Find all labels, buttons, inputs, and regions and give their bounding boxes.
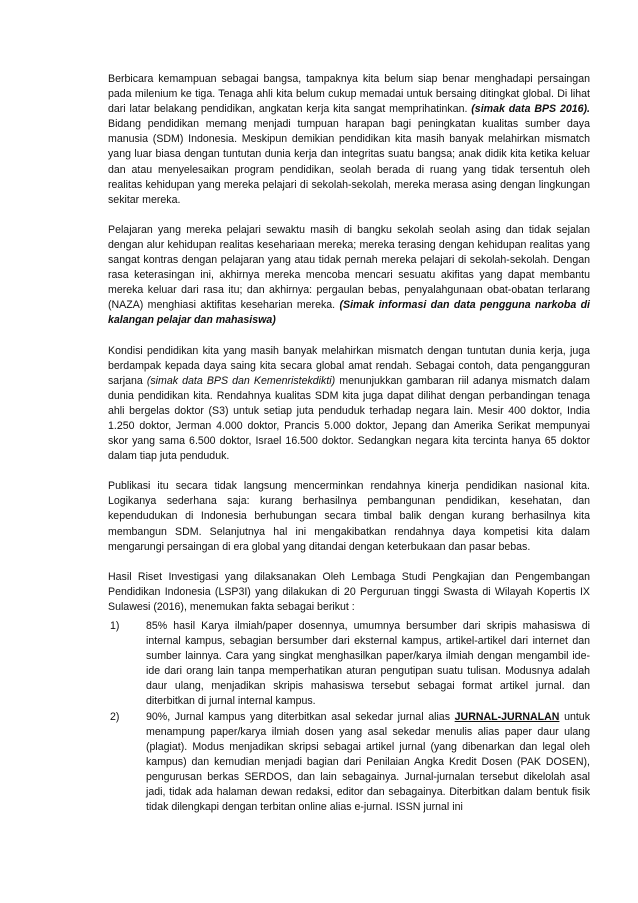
document-page <box>108 72 590 815</box>
narcotics-data-note: (Simak informasi dan data pengguna narkoba di kalangan pelajar dan mahasiswa) <box>108 299 591 327</box>
jurnal-jurnalan-emphasis: JURNAL-JURNALAN <box>454 710 560 723</box>
findings-list <box>108 619 590 815</box>
text-run: Bidang pendidikan memang menjadi tumpuan harapan bagi peningkatan kualitas sumber daya manusia (SDM) Indonesia. Meskipun demikian pendidikan kita masih banyak melahirkan mismatch yang luar biasa dengan tuntutan dunia kerja dan integritas suatu bangsa; anak didik kita ketika keluar dan atau menyelesaikan program pendidikan, seolah berada di ruang yang tidak tersentuh oleh realitas kehidupan yang mereka pelajari di sekolah-sekolah, mereka merasa asing dengan lingkungan sekitar mereka. <box>108 118 590 206</box>
list-item <box>108 619 590 710</box>
bps-data-note: (simak data BPS 2016). <box>471 103 591 116</box>
text-run: Kondisi pendidikan kita yang masih banyak melahirkan mismatch dengan tuntutan dunia kerja, juga berdampak kepada daya saing kita secara global amat rendah. Sebagai contoh, data pengangguran sarjana <box>108 344 590 387</box>
paragraph-competitiveness <box>108 72 590 208</box>
text-run: untuk menampung paper/karya ilmiah dosen yang asal sekedar menulis alias paper daur ulang (plagiat). Modus menjadikan skripsi sebagai artikel jurnal (yang dibenarkan dan legal oleh kampus) dan kemudian menjadi bagian dari Penilaian Angka Kredit Dosen (PAK DOSEN), pengurusan berkas SERDOS, dan lain sebagainya. Jurnal-jurnalan tersebut dikelolah asal jadi, tidak ada halaman dewan redaksi, editor dan sebagainya. Diterbitkan dalam bentuk fisik tidak dilengkapi dengan terbitan online alias e-jurnal. ISSN jurnal ini <box>146 710 590 814</box>
text-run: Publikasi itu secara tidak langsung mencerminkan rendahnya kinerja pendidikan nasional kita. Logikanya sederhana saja: kurang berhasilnya pembangunan pendidikan, kesehatan, dan kependudukan di Indonesia berhubungan secara timbal balik dengan kurang berhasilnya kita membangun SDM. Selanjutnya hal ini mengakibatkan rendahnya daya kompetisi kita dalam mengarungi persaingan di era global yang ditandai dengan keterbukaan dan pasar bebas. <box>108 480 590 553</box>
text-run: Hasil Riset Investigasi yang dilaksanakan Oleh Lembaga Studi Pengkajian dan Pengembangan Pendidikan Indonesia (LSP3I) yang dilakukan di 20 Perguruan tinggi Swasta di Wilayah Kopertis IX Sulawesi (2016), menemukan fakta sebagai berikut : <box>108 570 590 613</box>
paragraph-alienation <box>108 223 590 329</box>
list-item-number: 2) <box>110 710 120 723</box>
list-item <box>108 710 590 816</box>
bps-kemenristekdikti-note: (simak data BPS dan Kemenristekdikti) <box>146 374 336 387</box>
paragraph-research-findings <box>108 570 590 816</box>
text-run: 90%, Jurnal kampus yang diterbitkan asal sekedar jurnal alias <box>146 710 455 723</box>
list-item-number: 1) <box>110 620 120 632</box>
paragraph-publication <box>108 479 590 554</box>
text-run: menunjukkan gambaran riil adanya mismatch dalam dunia pendidikan kita. Rendahnya kualitas SDM kita juga dapat dilihat dengan perbandingan tenaga ahli bergelas doktor (S3) untuk setiap juta penduduk terhadap negara lain. Mesir 400 doktor, India 1.250 doktor, Jerman 4.000 doktor, Prancis 5.000 doktor, Jepang dan Amerika Serikat mempunyai skor yang sama 6.500 doktor, Israel 16.500 doktor. Sedangkan negara kita tercinta hanya 65 doktor dalam tiap juta penduduk. <box>108 374 590 463</box>
text-run: Pelajaran yang mereka pelajari sewaktu masih di bangku sekolah seolah asing dan tidak sejalan dengan alur kehidupan realitas kesehariaan mereka; mereka terasing dengan kehidupan realitas yang sangat kontras dengan pelajaran yang atau tidak pernah mereka pelajari di sekolah-sekolah. Dengan rasa keterasingan ini, akhirnya mereka mencoba mencari sesuatu akifitas yang dapat membantu mereka keluar dari rasa itu; dan akhirnya: pergaulan bebas, penyalahgunaan obat-obatan terlarang (NAZA) menghiasi aktifitas keseharian mereka. <box>108 223 590 312</box>
text-run: 85% hasil Karya ilmiah/paper dosennya, umumnya bersumber dari skripis mahasiswa di internal kampus, sebagian bersumber dari eksternal kampus, artikel-artikel dari internet dan sumber lainnya. Cara yang singkat menghasilkan paper/karya ilmiah dengan mengambil ide-ide dari orang lain tanpa memperhatikan aturan pengutipan suatu tulisan. Modusnya adalah daur ulang, menjadikan skripis mahasiswa tersebut sebagai format artikel jurnal. dan diterbitkan di jurnal internal kampus. <box>146 620 590 708</box>
text-run: Berbicara kemampuan sebagai bangsa, tampaknya kita belum siap benar menghadapi persaingan pada milenium ke tiga. Tenaga ahli kita belum cukup memadai untuk bersaing ditingkat global. Di lihat dari latar belakang pendidikan, angkatan kerja kita sangat memprihatinkan. <box>108 73 590 116</box>
paragraph-mismatch <box>108 344 590 465</box>
